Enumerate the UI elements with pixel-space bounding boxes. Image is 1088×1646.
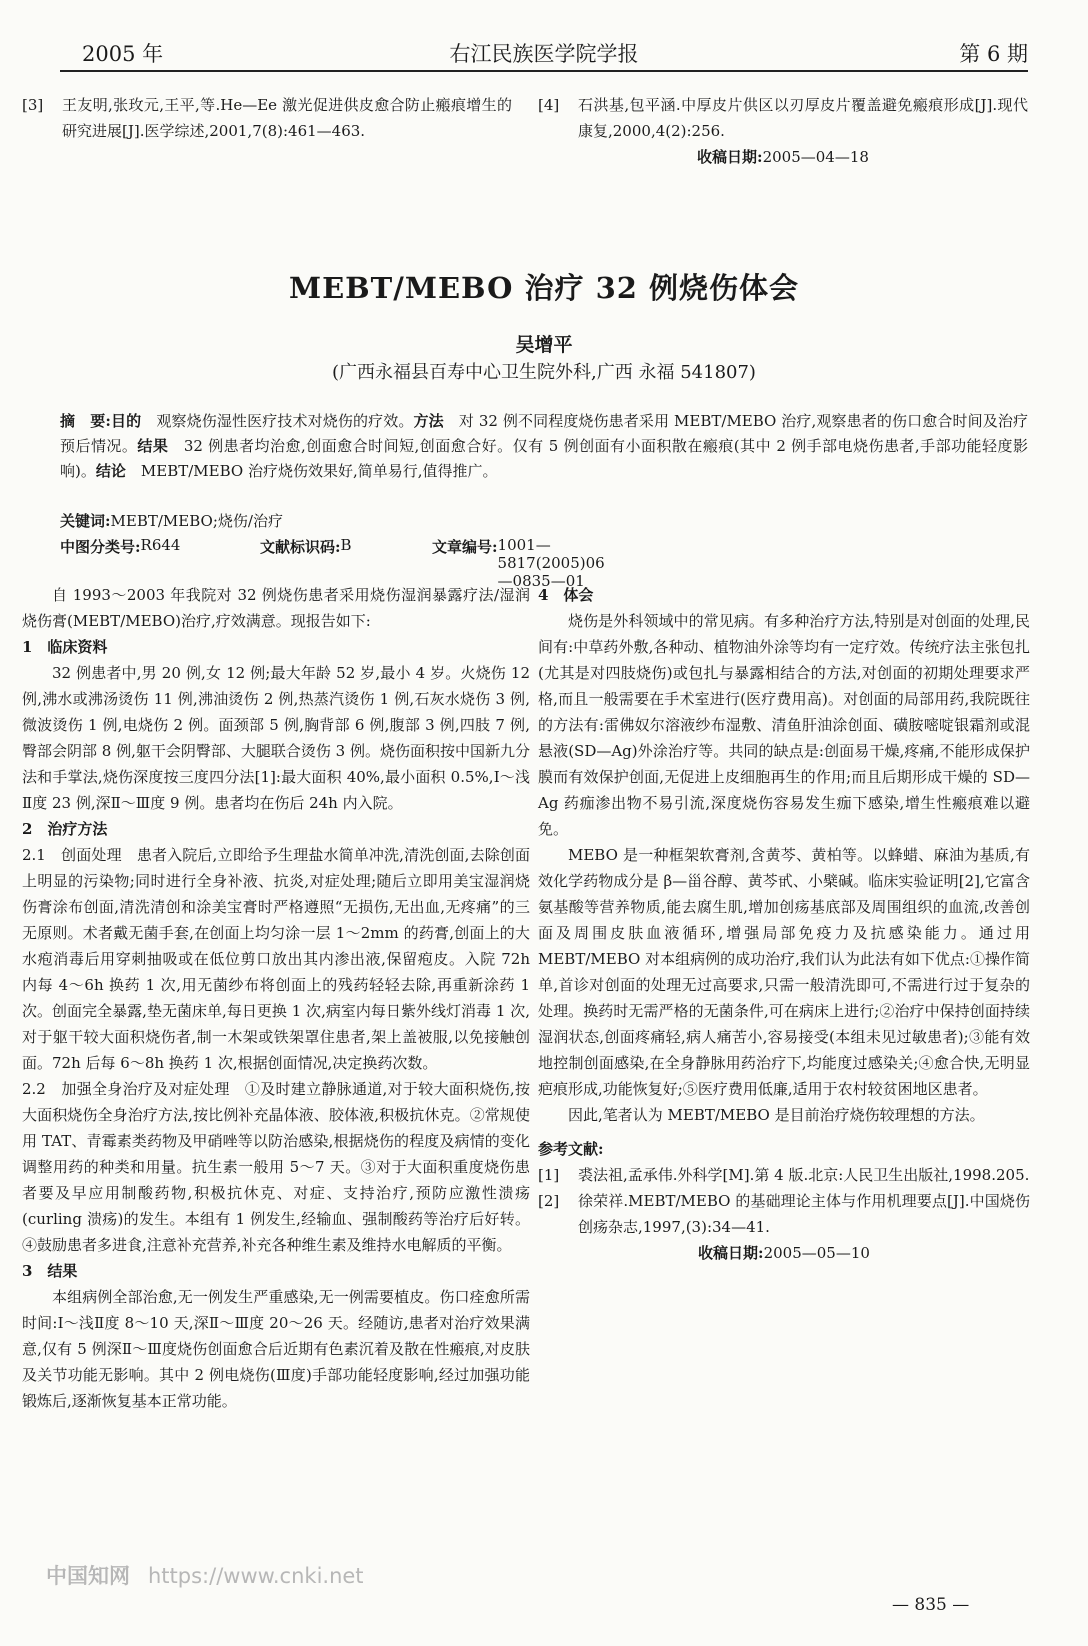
section-heading: 4 体会 bbox=[538, 586, 594, 604]
clc-group bbox=[60, 536, 181, 557]
body-column-left bbox=[22, 582, 530, 1414]
result-label: 结果 bbox=[137, 437, 169, 455]
keywords-label: 关键词: bbox=[60, 512, 111, 530]
article-no-group bbox=[432, 536, 605, 590]
abstract bbox=[60, 409, 1028, 484]
received-date-prev bbox=[538, 144, 1028, 170]
references-heading: 参考文献: bbox=[538, 1140, 604, 1158]
received-value: 2005—05—10 bbox=[763, 1244, 870, 1262]
reference-text: 石洪基,包平涵.中厚皮片供区以刃厚皮片覆盖避免瘢痕形成[J].现代康复,2000,4(2):256. bbox=[578, 96, 1028, 140]
keywords-text: MEBT/MEBO;烧伤/治疗 bbox=[110, 512, 283, 530]
doc-code-group bbox=[260, 536, 352, 557]
reference-item bbox=[538, 92, 1028, 144]
doc-code-value: B bbox=[340, 536, 352, 554]
method-label: 方法 bbox=[413, 412, 444, 430]
wound-care-paragraph: 2.1 创面处理 患者入院后,立即给予生理盐水简单冲洗,清洗创面,去除创面上明显的污染物;同时进行全身补液、抗炎,对症处理;随后立即用美宝湿润烧伤膏涂布创面,清洗清创和涂美宝膏时严格遵照“无损伤,无出血,无疼痛”的三无原则。术者戴无菌手套,在创面上均匀涂一层 1～2mm 的药膏,创面上的大水疱消毒后用穿刺抽吸或在低位剪口放出其内渗出液,保留疱皮。入院 72h 内每 4～6h 换药 1 次,用无菌纱布将创面上的残药轻轻去除,再重新涂药 1 次。创面完全暴露,垫无菌床单,每日更换 1 次,病室内每日紫外线灯消毒 1 次,对于躯干较大面积烧伤者,制一木架或铁架罩住患者,架上盖被服,以免接触创面。72h 后每 6～8h 换药 1 次,根据创面情况,决定换药次数。 bbox=[22, 846, 530, 1072]
watermark-brand: 中国知网 bbox=[46, 1564, 130, 1588]
page-number: — 835 — bbox=[892, 1595, 970, 1615]
reference-number: [2] bbox=[538, 1192, 560, 1210]
systemic-treatment-paragraph: 2.2 加强全身治疗及对症处理 ①及时建立静脉通道,对于较大面积烧伤,按大面积烧伤全身治疗方法,按比例补充晶体液、胶体液,积极抗休克。②常规使用 TAT、青霉素类药物及甲硝唑等以防治感染,根据烧伤的程度及病情的变化调整用药的种类和用量。抗生素一般用 5～7 天。③对于大面积重度烧伤患者要及早应用制酸药物,积极抗休克、对症、支持治疗,预防应激性溃疡(curling 溃疡)的发生。本组有 1 例发生,经输血、强制酸药等治疗后好转。④鼓励患者多进食,注意补充营养,补充各种维生素及维持水电解质的平衡。 bbox=[22, 1080, 530, 1254]
article-no-label: 文章编号: bbox=[432, 538, 498, 556]
reference-text: 裘法祖,孟承伟.外科学[M].第 4 版.北京:人民卫生出版社,1998.205. bbox=[578, 1166, 1030, 1184]
header-journal: 右江民族医学院学报 bbox=[449, 42, 639, 66]
method-text: 对 32 例不同程度烧伤患者采用 MEBT/MEBO 治疗,观察患者的伤口愈合时间及治疗预后情况。 bbox=[60, 412, 1028, 455]
section-heading: 2 治疗方法 bbox=[22, 820, 108, 838]
discussion-paragraph: 烧伤是外科领域中的常见病。有多种治疗方法,特别是对创面的处理,民间有:中草药外敷,各种动、植物油外涂等均有一定疗效。传统疗法主张包扎(尤其是对四肢烧伤)或包扎与暴露相结合的方法,对创面的初期处理要求严格,而且一般需要在手术室进行(医疗费用高)。对创面的局部用药,我院既往的方法有:雷佛奴尔溶液纱布湿敷、清鱼肝油涂创面、磺胺嘧啶银霜剂或混悬液(SD—Ag)外涂治疗等。共同的缺点是:创面易干燥,疼痛,不能形成保护膜而有效保护创面,无促进上皮细胞再生的作用;而且后期形成干燥的 SD—Ag 药痂渗出物不易引流,深度烧伤容易发生痂下感染,增生性瘢痕难以避免。 bbox=[538, 612, 1030, 838]
abstract-label: 摘 要: bbox=[60, 412, 111, 430]
purpose-label: 目的 bbox=[110, 412, 142, 430]
article-author: 吴增平 bbox=[515, 334, 573, 356]
article-title: MEBT/MEBO 治疗 32 例烧伤体会 bbox=[288, 271, 800, 305]
received-date bbox=[538, 1240, 1030, 1266]
header-issue: 第 6 期 bbox=[959, 42, 1028, 66]
results-paragraph: 本组病例全部治愈,无一例发生严重感染,无一例需要植皮。伤口痊愈所需时间:Ⅰ～浅Ⅱ度 8～10 天,深Ⅱ～Ⅲ度 20～26 天。经随访,患者对治疗效果满意,仅有 5 例深Ⅱ～Ⅲ度烧伤创面愈合后近期有色素沉着及散在性瘢痕,对皮肤及关节功能无影响。其中 2 例电烧伤(Ⅲ度)手部功能轻度影响,经过加强功能锻炼后,逐渐恢复基本正常功能。 bbox=[22, 1288, 530, 1410]
result-text: 32 例患者均治愈,创面愈合时间短,创面愈合好。仅有 5 例创面有小面积散在瘢痕(其中 2 例手部电烧伤患者,手部功能轻度影响)。 bbox=[60, 437, 1028, 480]
watermark-url: https://www.cnki.net bbox=[148, 1564, 364, 1588]
body-column-right bbox=[538, 582, 1030, 1266]
clinical-data-paragraph: 32 例患者中,男 20 例,女 12 例;最大年龄 52 岁,最小 4 岁。火烧伤 12 例,沸水或沸汤烫伤 11 例,沸油烫伤 2 例,热蒸汽烫伤 1 例,石灰水烧伤 3 例,微波烫伤 1 例,电烧伤 2 例。面颈部 5 例,胸背部 6 例,腹部 3 例,四肢 7 例,臀部会阴部 8 例,躯干会阴臀部、大腿联合烫伤 3 例。烧伤面积按中国新九分法和手掌法,烧伤深度按三度四分法[1]:最大面积 40%,最小面积 0.5%,Ⅰ～浅Ⅱ度 23 例,深Ⅱ～Ⅲ度 9 例。患者均在伤后 24h 内入院。 bbox=[22, 664, 530, 812]
prev-refs-left bbox=[22, 92, 512, 144]
received-label: 收稿日期: bbox=[698, 1244, 764, 1262]
reference-number: [1] bbox=[538, 1166, 560, 1184]
keywords bbox=[60, 510, 1028, 531]
reference-item bbox=[22, 92, 512, 144]
reference-item bbox=[538, 1162, 1030, 1188]
cnki-watermark bbox=[46, 1560, 364, 1590]
doc-code-label: 文献标识码: bbox=[260, 538, 341, 556]
conclusion-label: 结论 bbox=[95, 462, 126, 480]
received-value: 2005—04—18 bbox=[762, 148, 869, 166]
reference-number: [3] bbox=[22, 96, 44, 114]
discussion-paragraph: MEBO 是一种框架软膏剂,含黄芩、黄柏等。以蜂蜡、麻油为基质,有效化学药物成分是 β—甾谷醇、黄芩甙、小檗碱。临床实验证明[2],它富含氨基酸等营养物质,能去腐生肌,增加创疡基底部及周围组织的血流,改善创面及周围皮肤血液循环,增强局部免疫力及抗感染能力。通过用 MEBT/MEBO 对本组病例的成功治疗,我们认为此法有如下优点:①操作简单,首诊对创面的处理无过高要求,只需一般清洗即可,不需进行过于复杂的处理。换药时无需严格的无菌条件,可在病床上进行;②治疗中保持创面持续湿润状态,创面疼痛轻,病人痛苦小,容易接受(本组未见过敏患者);③能有效地控制创面感染,在全身静脉用药治疗下,均能度过感染关;④愈合快,无明显疤痕形成,功能恢复好;⑤医疗费用低廉,适用于农村较贫困地区患者。 bbox=[538, 846, 1030, 1098]
prev-refs-right bbox=[538, 92, 1028, 170]
intro-paragraph: 自 1993～2003 年我院对 32 例烧伤患者采用烧伤湿润暴露疗法/湿润烧伤膏(MEBT/MEBO)治疗,疗效满意。现报告如下: bbox=[22, 586, 530, 630]
purpose-text: 观察烧伤湿性医疗技术对烧伤的疗效。 bbox=[156, 412, 414, 430]
article-no-value: 1001—5817(2005)06—0835—01 bbox=[497, 536, 605, 590]
conclusion-paragraph: 因此,笔者认为 MEBT/MEBO 是目前治疗烧伤较理想的方法。 bbox=[568, 1106, 985, 1124]
reference-number: [4] bbox=[538, 96, 560, 114]
conclusion-text: MEBT/MEBO 治疗烧伤效果好,简单易行,值得推广。 bbox=[140, 462, 498, 480]
reference-item bbox=[538, 1188, 1030, 1240]
article-affiliation: (广西永福县百寿中心卫生院外科,广西 永福 541807) bbox=[332, 362, 756, 383]
reference-text: 王友明,张玫元,王平,等.He—Ee 激光促进供皮愈合防止瘢痕增生的研究进展[J].医学综述,2001,7(8):461—463. bbox=[62, 96, 512, 140]
received-label: 收稿日期: bbox=[697, 148, 763, 166]
reference-text: 徐荣祥.MEBT/MEBO 的基础理论主体与作用机理要点[J].中国烧伤创疡杂志,1997,(3):34—41. bbox=[578, 1192, 1030, 1236]
section-heading: 1 临床资料 bbox=[22, 638, 108, 656]
running-header bbox=[60, 38, 1028, 72]
clc-value: R644 bbox=[140, 536, 181, 554]
clc-label: 中图分类号: bbox=[60, 538, 141, 556]
section-heading: 3 结果 bbox=[22, 1262, 78, 1280]
header-year: 2005 年 bbox=[82, 42, 164, 66]
header-rule bbox=[60, 70, 1028, 72]
